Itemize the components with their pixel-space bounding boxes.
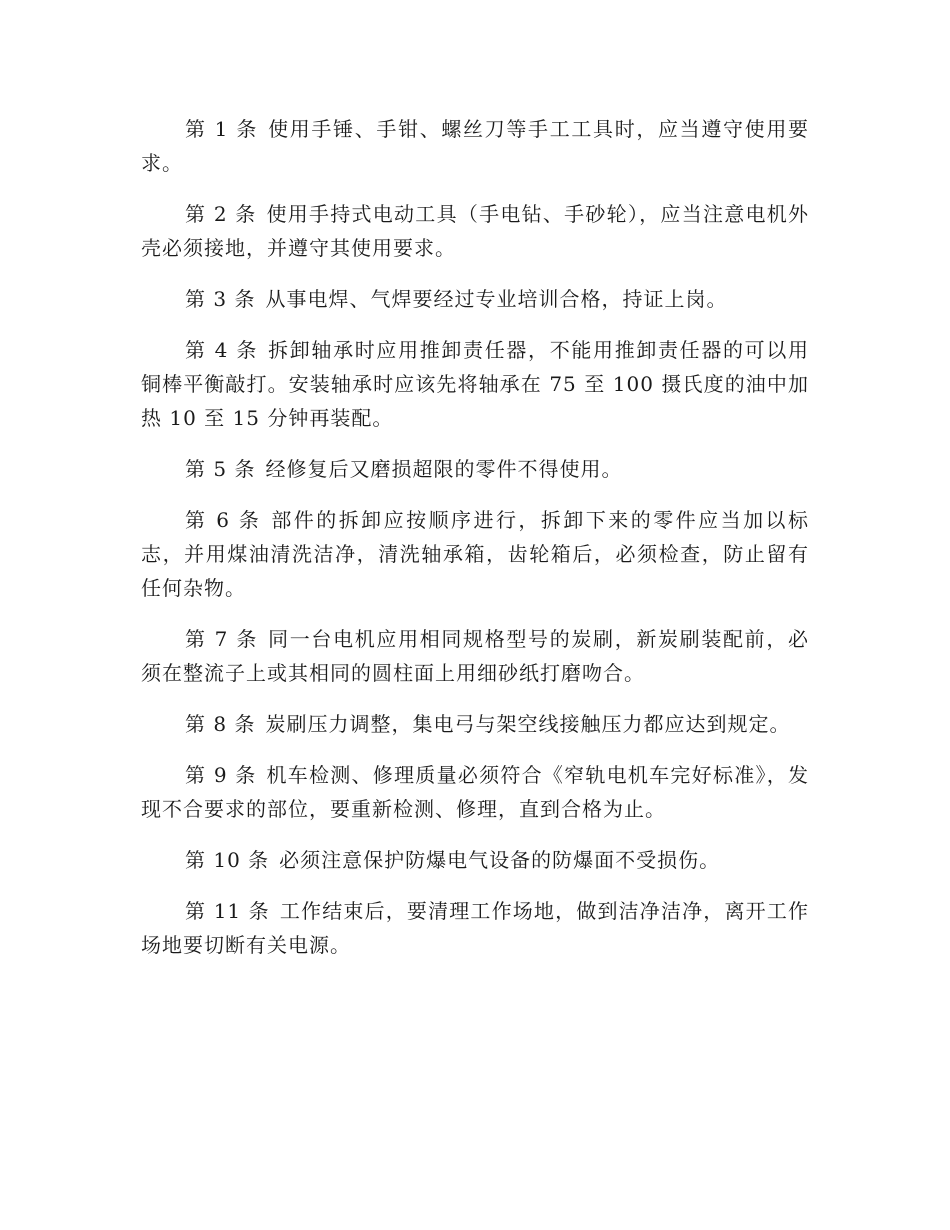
article-text: 从事电焊、气焊要经过专业培训合格，持证上岗。 bbox=[265, 287, 728, 311]
article-8 bbox=[141, 707, 809, 741]
article-4 bbox=[141, 333, 809, 435]
article-number: 第 2 条 bbox=[185, 202, 257, 226]
article-7 bbox=[141, 622, 809, 690]
article-text: 使用手锤、手钳、螺丝刀等手工工具时，应当遵守使用要求。 bbox=[141, 117, 809, 175]
article-number: 第 4 条 bbox=[185, 338, 259, 362]
article-11 bbox=[141, 894, 809, 962]
article-text: 部件的拆卸应按顺序进行，拆卸下来的零件应当加以标志，并用煤油清洗洁净，清洗轴承箱，齿轮箱后，必须检查，防止留有任何杂物。 bbox=[141, 508, 810, 600]
article-text: 必须注意保护防爆电气设备的防爆面不受损伤。 bbox=[279, 848, 721, 872]
article-text: 使用手持式电动工具（手电钻、手砂轮），应当注意电机外壳必须接地，并遵守其使用要求。 bbox=[141, 202, 809, 260]
article-number: 第 10 条 bbox=[185, 848, 270, 872]
article-number: 第 6 条 bbox=[185, 508, 262, 532]
article-number: 第 3 条 bbox=[185, 287, 256, 311]
article-text: 炭刷压力调整，集电弓与架空线接触压力都应达到规定。 bbox=[265, 712, 791, 736]
article-10 bbox=[141, 843, 809, 877]
article-3 bbox=[141, 282, 809, 316]
article-number: 第 1 条 bbox=[185, 117, 259, 141]
article-text: 同一台电机应用相同规格型号的炭刷，新炭刷装配前，必须在整流子上或其相同的圆柱面上用细砂纸打磨吻合。 bbox=[141, 627, 809, 685]
article-text: 拆卸轴承时应用推卸责任器，不能用推卸责任器的可以用铜棒平衡敲打。安装轴承时应该先将轴承在 75 至 100 摄氏度的油中加热 10 至 15 分钟再装配。 bbox=[141, 338, 809, 430]
article-5 bbox=[141, 452, 809, 486]
article-text: 经修复后又磨损超限的零件不得使用。 bbox=[265, 457, 623, 481]
document-body bbox=[141, 112, 809, 979]
article-6 bbox=[141, 503, 809, 605]
article-number: 第 8 条 bbox=[185, 712, 256, 736]
article-number: 第 5 条 bbox=[185, 457, 256, 481]
article-9 bbox=[141, 758, 809, 826]
article-text: 工作结束后，要清理工作场地，做到洁净洁净，离开工作场地要切断有关电源。 bbox=[141, 899, 809, 957]
article-number: 第 11 条 bbox=[185, 899, 270, 923]
article-2 bbox=[141, 197, 809, 265]
article-1 bbox=[141, 112, 809, 180]
article-number: 第 7 条 bbox=[185, 627, 259, 651]
article-text: 机车检测、修理质量必须符合《窄轨电机车完好标准》，发现不合要求的部位，要重新检测、修理，直到合格为止。 bbox=[141, 763, 809, 821]
article-number: 第 9 条 bbox=[185, 763, 257, 787]
